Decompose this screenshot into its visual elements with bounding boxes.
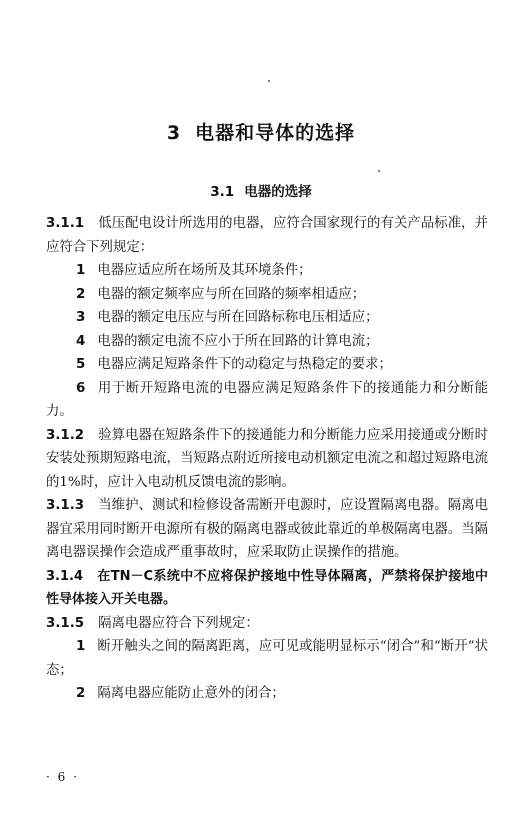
item-number: 2 bbox=[76, 686, 86, 701]
item-text: 电器的额定频率应与所在回路的频率相适应； bbox=[97, 286, 366, 302]
clause-number: 3.1.3 bbox=[46, 498, 85, 513]
list-item bbox=[46, 283, 488, 307]
item-number: 4 bbox=[76, 333, 86, 349]
item-number: 1 bbox=[76, 263, 86, 278]
item-text: 断开触头之间的隔离距离，应可见或能明显标示“闭合”和“断开”状态； bbox=[46, 639, 488, 678]
clause-paragraph bbox=[46, 494, 488, 565]
clause-paragraph bbox=[46, 424, 488, 495]
item-number: 3 bbox=[76, 310, 86, 325]
item-number: 5 bbox=[76, 357, 86, 372]
clause-text: 验算电器在短路条件下的接通能力和分断能力应采用接通或分断时安装处预期短路电流，当短路点附近所接电动机额定电流之和超过短路电流的1%时，应计入电动机反馈电流的影响。 bbox=[46, 427, 488, 490]
item-number: 6 bbox=[76, 380, 86, 396]
item-number: 1 bbox=[76, 639, 86, 654]
mandatory-clause-paragraph bbox=[46, 565, 488, 612]
list-item bbox=[46, 682, 488, 706]
item-text: 用于断开短路电流的电器应满足短路条件下的接通能力和分断能力。 bbox=[46, 380, 488, 419]
list-item bbox=[46, 635, 488, 682]
section-title-text: 电器的选择 bbox=[244, 184, 312, 200]
page-number: · 6 · bbox=[46, 770, 79, 784]
item-text: 电器的额定电流不应小于所在回路的计算电流； bbox=[97, 333, 379, 349]
clause-number: 3.1.4 bbox=[46, 568, 84, 584]
clause-text: 低压配电设计所选用的电器，应符合国家现行的有关产品标准，并应符合下列规定： bbox=[46, 216, 488, 255]
item-text: 电器应满足短路条件下的动稳定与热稳定的要求； bbox=[97, 357, 392, 372]
chapter-title bbox=[0, 118, 522, 145]
scan-speck bbox=[268, 80, 270, 82]
list-item bbox=[46, 259, 488, 283]
list-item bbox=[46, 377, 488, 424]
chapter-title-text: 电器和导体的选择 bbox=[195, 122, 356, 144]
item-text: 电器应适应所在场所及其环境条件； bbox=[97, 263, 312, 278]
clause-number: 3.1.2 bbox=[46, 427, 85, 443]
list-item bbox=[46, 353, 488, 377]
list-item bbox=[46, 306, 488, 330]
body-text bbox=[46, 212, 488, 706]
section-number: 3.1 bbox=[210, 184, 235, 200]
section-title bbox=[0, 180, 522, 200]
clause-text: 在TN－C系统中不应将保护接地中性导体隔离，严禁将保护接地中性导体接入开关电器。 bbox=[46, 568, 488, 607]
clause-number: 3.1.1 bbox=[46, 216, 85, 231]
item-number: 2 bbox=[76, 286, 86, 302]
item-text: 电器的额定电压应与所在回路标称电压相适应； bbox=[97, 310, 379, 325]
clause-paragraph bbox=[46, 612, 488, 636]
clause-paragraph bbox=[46, 212, 488, 259]
item-text: 隔离电器应能防止意外的闭合； bbox=[97, 686, 285, 701]
list-item bbox=[46, 330, 488, 354]
scan-speck bbox=[378, 170, 380, 172]
chapter-number: 3 bbox=[166, 122, 182, 144]
clause-text: 当维护、测试和检修设备需断开电源时，应设置隔离电器。隔离电器宜采用同时断开电源所有极的隔离电器或彼此靠近的单极隔离电器。当隔离电器误操作会造成严重事故时，应采取防止误操作的措施。 bbox=[46, 498, 488, 560]
clause-number: 3.1.5 bbox=[46, 615, 85, 631]
clause-text: 隔离电器应符合下列规定： bbox=[98, 615, 259, 631]
